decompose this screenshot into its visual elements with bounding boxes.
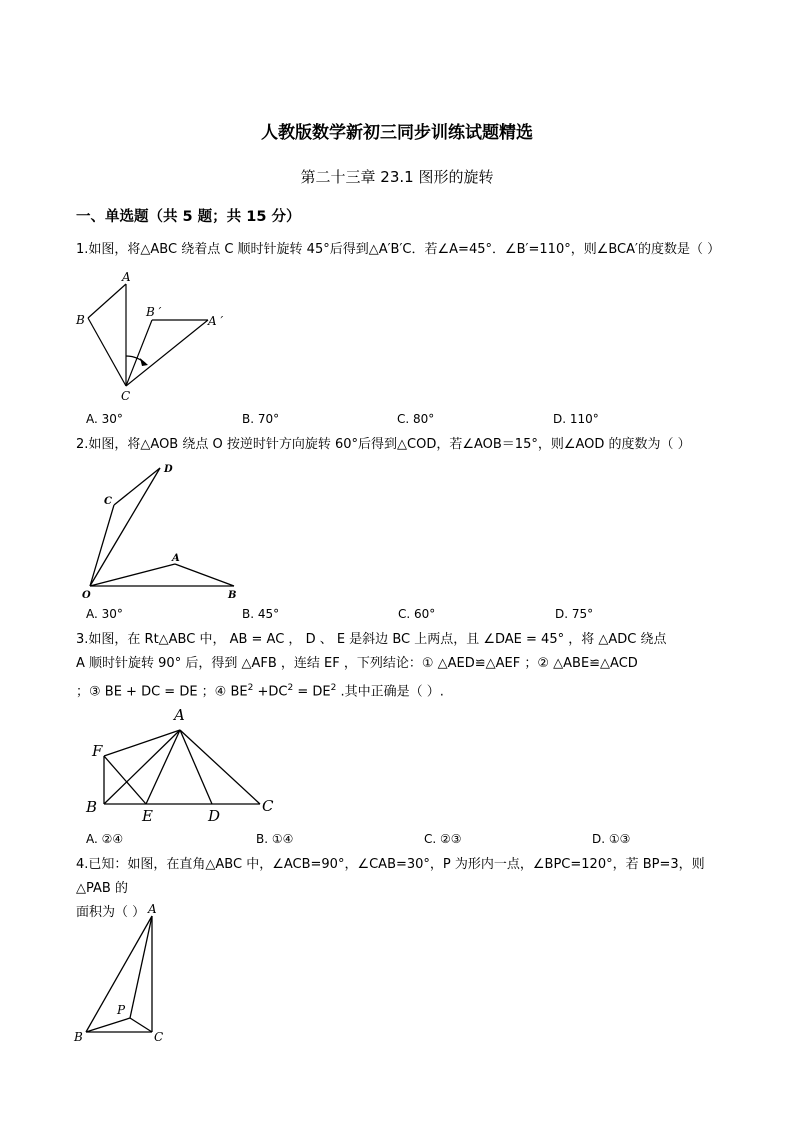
- q3-line-3b: +DC: [253, 684, 288, 700]
- question-1-text: 1.如图，将△ABC 绕着点 C 顺时针旋转 45°后得到△A′B′C．若∠A=45°．∠B′=110°，则∠BCA′的度数是（ ）: [76, 242, 721, 257]
- q4-label-b: B: [74, 1030, 83, 1044]
- q4-label-p: P: [117, 1003, 126, 1017]
- q3-label-a: A: [174, 706, 185, 724]
- q1-label-b-prime: B ′: [146, 305, 162, 319]
- q2-label-a: A: [172, 553, 180, 564]
- q1-option-d[interactable]: D. 110°: [553, 412, 599, 426]
- q3-option-b[interactable]: B. ①④: [256, 832, 294, 846]
- q4-line-2: 面积为（ ）: [76, 905, 146, 920]
- q3-option-d[interactable]: D. ①③: [592, 832, 631, 846]
- question-2-options: [86, 607, 726, 627]
- question-3-text: [76, 628, 724, 704]
- q3-option-c[interactable]: C. ②③: [424, 832, 462, 846]
- document-title: 人教版数学新初三同步训练试题精选: [261, 123, 533, 143]
- q1-option-c[interactable]: C. 80°: [397, 412, 435, 426]
- q3-line-1: 3.如图，在 Rt△ABC 中， AB = AC ， D 、 E 是斜边 BC 上两点，且 ∠DAE = 45° ，将 △ADC 绕点: [76, 632, 667, 647]
- q4-label-c: C: [154, 1030, 164, 1044]
- q3-label-d: D: [208, 807, 221, 825]
- q2-option-b[interactable]: B. 45°: [242, 607, 280, 621]
- question-2-figure: [76, 458, 246, 603]
- q2-option-c[interactable]: C. 60°: [398, 607, 436, 621]
- q2-label-b: B: [228, 590, 237, 601]
- q1-label-a-prime: A ′: [208, 314, 224, 328]
- q3-sup-1: 2: [247, 683, 254, 693]
- q1-label-a: A: [122, 270, 131, 284]
- q3-label-c: C: [262, 797, 274, 815]
- q4-label-a: A: [148, 902, 157, 916]
- question-1-figure: [70, 268, 240, 413]
- section-heading: 一、单选题（共 5 题；共 15 分）: [76, 209, 301, 225]
- q3-sup-2: 2: [287, 683, 294, 693]
- q1-label-b: B: [76, 313, 85, 327]
- q4-line-1: 4.已知：如图，在直角△ABC 中，∠ACB=90°，∠CAB=30°，P 为形内一点，∠BPC=120°，若 BP=3，则△PAB 的: [76, 857, 705, 896]
- question-3-options: [86, 832, 726, 852]
- q3-line-2: A 顺时针旋转 90° 后，得到 △AFB ，连结 EF ，下列结论：① △AED≌△AEF ；② △ABE≌△ACD: [76, 656, 638, 671]
- q1-option-b[interactable]: B. 70°: [242, 412, 280, 426]
- q2-option-d[interactable]: D. 75°: [555, 607, 594, 621]
- q3-line-3a: ；③ BE + DC = DE ；④ BE: [76, 684, 248, 700]
- q1-option-a[interactable]: A. 30°: [86, 412, 123, 426]
- q2-option-a[interactable]: A. 30°: [86, 607, 123, 621]
- q3-label-f: F: [92, 742, 103, 760]
- q3-line-3c: = DE: [293, 684, 331, 700]
- question-2-text: 2.如图，将△AOB 绕点 O 按逆时针方向旋转 60°后得到△COD，若∠AOB＝15°，则∠AOD 的度数为（ ）: [76, 437, 691, 452]
- q3-option-a[interactable]: A. ②④: [86, 832, 124, 846]
- q3-label-e: E: [142, 807, 153, 825]
- question-3-figure: [80, 700, 290, 830]
- q3-line-3d: .其中正确是（ ）.: [336, 684, 444, 700]
- question-1-options: [86, 412, 726, 432]
- q3-sup-3: 2: [330, 683, 337, 693]
- q3-label-b: B: [86, 798, 98, 816]
- q2-label-d: D: [164, 464, 173, 475]
- q2-label-o: O: [82, 590, 91, 601]
- chapter-subtitle: 第二十三章 23.1 图形的旋转: [300, 168, 494, 186]
- q1-label-c: C: [121, 389, 131, 403]
- q2-label-c: C: [104, 496, 112, 507]
- question-4-figure: [70, 900, 190, 1050]
